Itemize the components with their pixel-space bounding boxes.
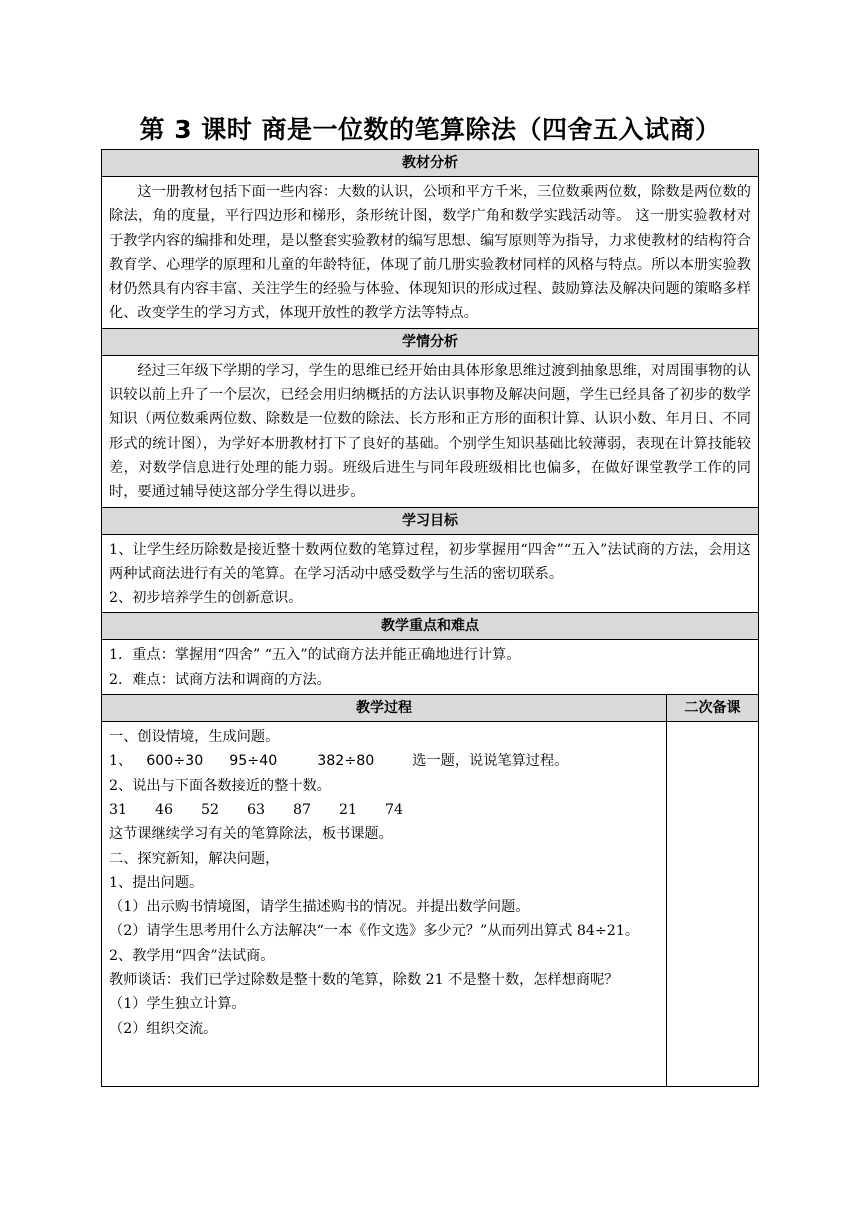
- student-analysis-text: 经过三年级下学期的学习，学生的思维已经开始由具体形象思维过渡到抽象思维，对周围事物的认识较以前上升了一个层次，已经会用归纳概括的方法认识事物及解决问题，学生已经具备了初步的数学知识（两位数乘两位数、除数是一位数的除法、长方形和正方形的面积计算、认识小数、年月日、不同形式的统计图），为学好本册教材打下了良好的基础。个别学生知识基础比较薄弱，表现在计算技能较差，对数学信息进行处理的能力弱。班级后进生与同年段班级相比也偏多，在做好课堂教学工作的同时，要通过辅导使这部分学生得以进步。: [109, 362, 751, 501]
- textbook-analysis-text: 这一册教材包括下面一些内容：大数的认识，公顷和平方千米，三位数乘两位数，除数是两位数的除法，角的度量，平行四边形和梯形，条形统计图，数学广角和数学实践活动等。 这一册实验教材对于教学内容的编排和处理，是以整套实验教材的编写思想、编写原则等为指导，力求使教材的结构符合教育学、心理学的原理和儿童的年龄特征，体现了前几册实验教材同样的风格与特点。所以本册实验教材仍然具有内容丰富、关注学生的经验与体验、体现知识的形成过程、鼓励算法及解决问题的策略多样化、改变学生的学习方式，体现开放性的教学方法等特点。: [109, 184, 751, 322]
- second-prep-heading: 二次备课: [667, 695, 759, 722]
- key-points-heading: 教学重点和难点: [102, 613, 759, 640]
- teaching-process-cell: [102, 722, 667, 1087]
- process-line: （2）请学生思考用什么方法解决“一本《作文选》多少元？”从而列出算式 84÷21。: [109, 923, 640, 940]
- key-point-item: 1．重点：掌握用“四舍” “五入”的试商方法并能正确地进行计算。: [109, 647, 521, 664]
- lesson-plan-table: [101, 149, 759, 1087]
- expr-item: 95÷40: [229, 753, 278, 770]
- process-line: 一、创设情境，生成问题。: [109, 729, 280, 746]
- process-line: 二、探究新知，解决问题，: [109, 850, 280, 867]
- number-item: 74: [385, 801, 404, 818]
- textbook-analysis-cell: [102, 177, 759, 329]
- number-list: [109, 798, 659, 822]
- expr-item: 600÷30: [146, 753, 204, 770]
- textbook-analysis-heading: 教材分析: [102, 150, 759, 177]
- second-prep-cell: [667, 722, 759, 1087]
- expr-item: 382÷80: [317, 753, 375, 770]
- number-item: 46: [155, 801, 174, 818]
- learning-goal-item: 1、让学生经历除数是接近整十数两位数的笔算过程，初步掌握用“四舍”“五入”法试商的方法，会用这两种试商法进行有关的笔算。在学习活动中感受数学与生活的密切联系。: [109, 541, 751, 582]
- teaching-process-heading: 教学过程: [102, 695, 667, 722]
- learning-goal-item: 2、初步培养学生的创新意识。: [109, 590, 303, 607]
- expr-prefix: 1、: [109, 753, 133, 770]
- page-title: 第 3 课时 商是一位数的笔算除法（四舍五入试商）: [139, 115, 721, 144]
- key-point-item: 2．难点：试商方法和调商的方法。: [109, 671, 331, 688]
- number-item: 31: [109, 801, 128, 818]
- number-item: 52: [201, 801, 220, 818]
- number-item: 21: [339, 801, 358, 818]
- expr-suffix: 选一题，说说笔算过程。: [412, 753, 569, 770]
- learning-goals-cell: [102, 534, 759, 613]
- number-item: 87: [293, 801, 312, 818]
- number-item: 63: [247, 801, 266, 818]
- process-line: 这节课继续学习有关的笔算除法，板书课题。: [109, 826, 393, 843]
- process-line: 1、提出问题。: [109, 874, 204, 891]
- process-line: 2、教学用“四舍”法试商。: [109, 947, 275, 964]
- learning-goals-heading: 学习目标: [102, 507, 759, 534]
- process-line: （1）学生独立计算。: [109, 996, 246, 1013]
- student-analysis-heading: 学情分析: [102, 328, 759, 355]
- process-line: 教师谈话：我们已学过除数是整十数的笔算，除数 21 不是整十数，怎样想商呢？: [109, 972, 619, 989]
- process-line: （1）出示购书情境图，请学生描述购书的情况。并提出数学问题。: [109, 899, 530, 916]
- key-points-cell: [102, 640, 759, 695]
- process-line-exprs: [109, 749, 659, 773]
- student-analysis-cell: [102, 355, 759, 507]
- process-line: （2）组织交流。: [109, 1020, 218, 1037]
- process-line: 2、说出与下面各数接近的整十数。: [109, 777, 331, 794]
